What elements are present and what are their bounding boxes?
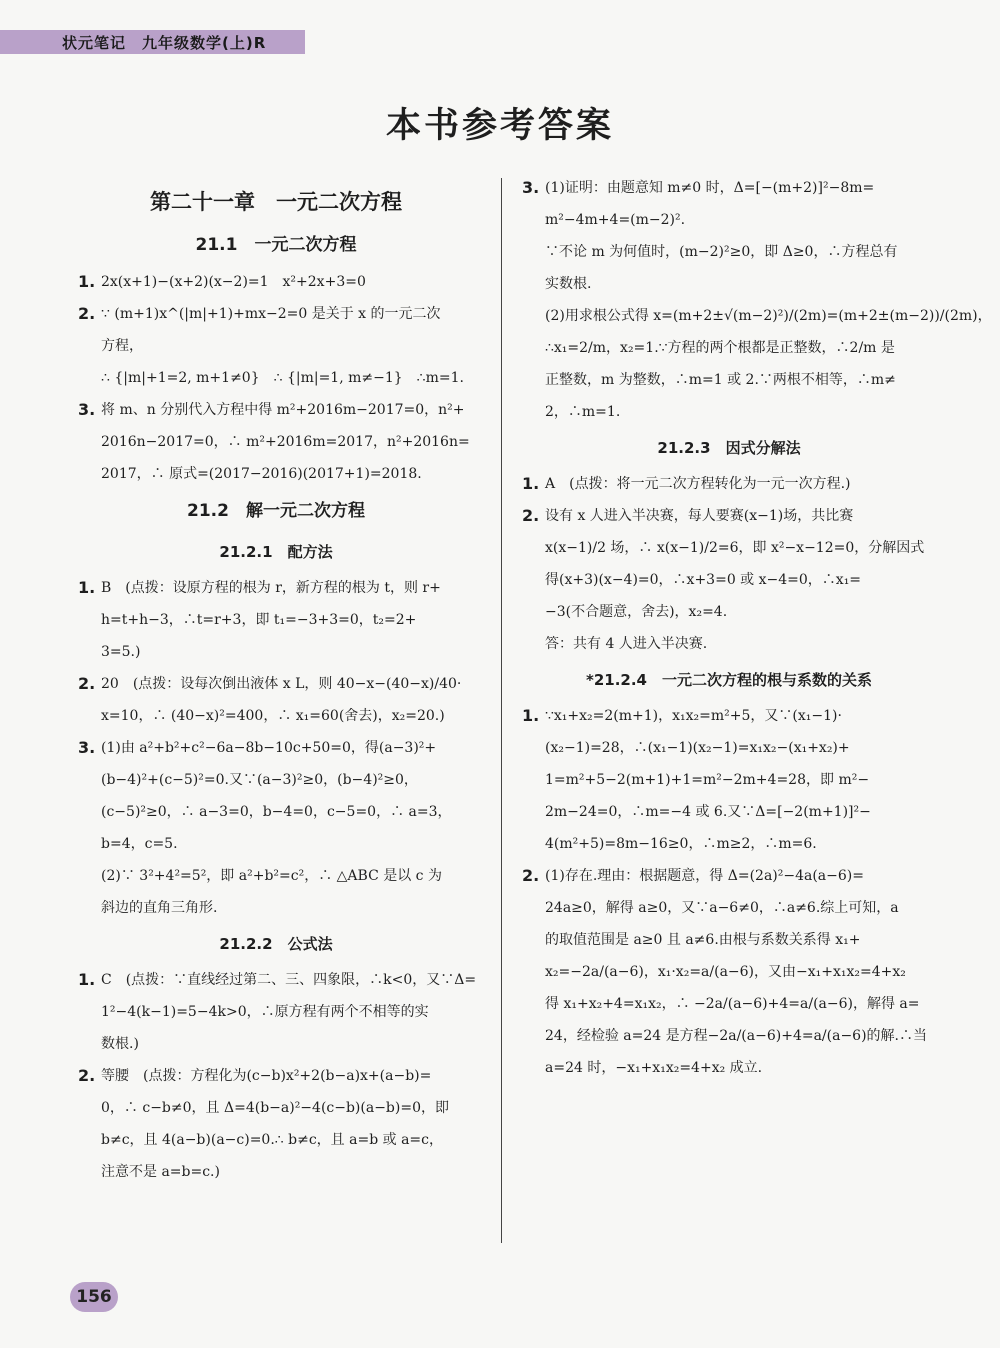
answer-item bbox=[76, 964, 476, 1060]
page-title: 本书参考答案 bbox=[385, 106, 614, 146]
answer-line: ∴ {|m|+1=2, m+1≠0} ∴ {|m|=1, m≠−1} ∴m=1. bbox=[101, 370, 464, 386]
answer-item bbox=[76, 572, 476, 668]
answer-line: 2，∴m=1. bbox=[545, 404, 621, 420]
answer-line: 3=5.) bbox=[101, 644, 141, 660]
answer-line: ∵不论 m 为何值时，(m−2)²≥0，即 Δ≥0，∴方程总有 bbox=[545, 244, 898, 260]
answer-item bbox=[520, 468, 938, 500]
answer-line: 数根.) bbox=[101, 1036, 139, 1052]
section-21-2-4-answers bbox=[520, 700, 938, 1084]
answer-item bbox=[76, 668, 476, 732]
answer-item bbox=[76, 1060, 476, 1188]
section-21-1-answers bbox=[76, 266, 476, 490]
answer-line: ∵x₁+x₂=2(m+1)，x₁x₂=m²+5，又∵(x₁−1)· bbox=[545, 708, 842, 724]
answer-line: m²−4m+4=(m−2)². bbox=[545, 212, 686, 228]
section-21-2-2-answer-3 bbox=[520, 172, 992, 428]
answer-line: 24，经检验 a=24 是方程−2a/(a−6)+4=a/(a−6)的解.∴当 bbox=[545, 1028, 928, 1044]
answer-line: 实数根. bbox=[545, 276, 592, 292]
answer-line: 斜边的直角三角形. bbox=[101, 900, 218, 916]
answer-line: x(x−1)/2 场，∴ x(x−1)/2=6，即 x²−x−12=0，分解因式 bbox=[545, 540, 925, 556]
answer-line: 2m−24=0，∴m=−4 或 6.又∵Δ=[−2(m+1)]²− bbox=[545, 804, 871, 820]
answer-line: h=t+h−3，∴t=r+3，即 t₁=−3+3=0，t₂=2+ bbox=[101, 612, 417, 628]
section-21-2-2-answers bbox=[76, 964, 476, 1188]
answer-line: 等腰 (点拨：方程化为(c−b)x²+2(b−a)x+(a−b)= bbox=[101, 1068, 432, 1084]
answer-item bbox=[520, 860, 938, 1084]
answer-item bbox=[76, 266, 476, 298]
answer-number: 2. bbox=[522, 866, 540, 885]
answer-number: 2. bbox=[78, 304, 96, 323]
answer-line: a=24 时，−x₁+x₁x₂=4+x₂ 成立. bbox=[545, 1060, 763, 1076]
answer-line: 将 m、n 分别代入方程中得 m²+2016m−2017=0，n²+ bbox=[101, 402, 465, 418]
section-title-21-2-2: 21.2.2 公式法 bbox=[219, 935, 333, 953]
answer-line: 1²−4(k−1)=5−4k>0，∴原方程有两个不相等的实 bbox=[101, 1004, 429, 1020]
answer-line: 得 x₁+x₂+4=x₁x₂，∴ −2a/(a−6)+4=a/(a−6)，解得 a= bbox=[545, 996, 920, 1012]
answer-line: 1=m²+5−2(m+1)+1=m²−2m+4=28，即 m²− bbox=[545, 772, 870, 788]
answer-line: 20 (点拨：设每次倒出液体 x L，则 40−x−(40−x)/40· bbox=[101, 676, 462, 692]
running-header-title: 状元笔记 九年级数学(上)R bbox=[62, 34, 267, 52]
answer-item bbox=[76, 394, 476, 490]
answer-line: (1)证明：由题意知 m≠0 时，Δ=[−(m+2)]²−8m= bbox=[545, 180, 875, 196]
section-title-21-2-1: 21.2.1 配方法 bbox=[219, 543, 333, 561]
answer-line: 注意不是 a=b=c.) bbox=[101, 1164, 220, 1180]
answer-item bbox=[76, 298, 476, 394]
answer-number: 3. bbox=[522, 178, 540, 197]
section-21-2-1-answers bbox=[76, 572, 476, 924]
answer-line: (2)用求根公式得 x=(m+2±√(m−2)²)/(2m)=(m+2±(m−2))/(2m)， bbox=[545, 308, 992, 324]
answer-line: 方程， bbox=[101, 338, 143, 354]
answer-line: x₂=−2a/(a−6)，x₁·x₂=a/(a−6)，又由−x₁+x₁x₂=4+x₂ bbox=[545, 964, 906, 980]
page-number: 156 bbox=[70, 1282, 118, 1312]
answer-line: (x₂−1)=28，∴(x₁−1)(x₂−1)=x₁x₂−(x₁+x₂)+ bbox=[545, 740, 850, 756]
right-column bbox=[520, 172, 992, 1084]
answer-line: 答：共有 4 人进入半决赛. bbox=[545, 636, 708, 652]
answer-line: 4(m²+5)=8m−16≥0，∴m≥2，∴m=6. bbox=[545, 836, 817, 852]
answer-line: 设有 x 人进入半决赛，每人要赛(x−1)场，共比赛 bbox=[545, 508, 854, 524]
answer-number: 2. bbox=[78, 674, 96, 693]
answer-line: (b−4)²+(c−5)²=0.又∵(a−3)²≥0，(b−4)²≥0， bbox=[101, 772, 418, 788]
answer-number: 2. bbox=[78, 1066, 96, 1085]
answer-line: ∴x₁=2/m，x₂=1.∵方程的两个根都是正整数，∴2/m 是 bbox=[545, 340, 895, 356]
chapter-title: 第二十一章 一元二次方程 bbox=[150, 190, 402, 214]
answer-number: 3. bbox=[78, 400, 96, 419]
answer-line: 的取值范围是 a≥0 且 a≠6.由根与系数关系得 x₁+ bbox=[545, 932, 861, 948]
section-title-21-2: 21.2 解一元二次方程 bbox=[187, 501, 365, 521]
answer-line: 正整数，m 为整数，∴m=1 或 2.∵两根不相等，∴m≠ bbox=[545, 372, 896, 388]
answer-line: b≠c，且 4(a−b)(a−c)=0.∴ b≠c，且 a=b 或 a=c， bbox=[101, 1132, 443, 1148]
answer-line: 得(x+3)(x−4)=0，∴x+3=0 或 x−4=0，∴x₁= bbox=[545, 572, 862, 588]
section-title-21-1: 21.1 一元二次方程 bbox=[195, 235, 357, 255]
answer-item bbox=[520, 500, 938, 660]
answer-number: 2. bbox=[522, 506, 540, 525]
answer-item bbox=[520, 700, 938, 860]
column-divider bbox=[501, 178, 502, 1243]
answer-line: A (点拨：将一元二次方程转化为一元一次方程.) bbox=[545, 476, 851, 492]
section-title-21-2-4: *21.2.4 一元二次方程的根与系数的关系 bbox=[586, 671, 872, 689]
section-title-21-2-3: 21.2.3 因式分解法 bbox=[657, 439, 801, 457]
answer-number: 3. bbox=[78, 738, 96, 757]
answer-line: ∵ (m+1)x^(|m|+1)+mx−2=0 是关于 x 的一元二次 bbox=[101, 306, 441, 322]
answer-line: 2016n−2017=0，∴ m²+2016m=2017，n²+2016n= bbox=[101, 434, 470, 450]
left-column bbox=[76, 180, 476, 1188]
answer-line: (c−5)²≥0，∴ a−3=0，b−4=0，c−5=0，∴ a=3， bbox=[101, 804, 452, 820]
answer-line: B (点拨：设原方程的根为 r，新方程的根为 t，则 r+ bbox=[101, 580, 441, 596]
answer-line: 0，∴ c−b≠0，且 Δ=4(b−a)²−4(c−b)(a−b)=0，即 bbox=[101, 1100, 449, 1116]
answer-number: 1. bbox=[522, 706, 540, 725]
answer-line: (1)存在.理由：根据题意，得 Δ=(2a)²−4a(a−6)= bbox=[545, 868, 864, 884]
answer-number: 1. bbox=[78, 970, 96, 989]
answer-line: x=10，∴ (40−x)²=400，∴ x₁=60(舍去)，x₂=20.) bbox=[101, 708, 445, 724]
section-21-2-3-answers bbox=[520, 468, 938, 660]
answer-line: b=4，c=5. bbox=[101, 836, 178, 852]
answer-number: 1. bbox=[522, 474, 540, 493]
answer-line: 2x(x+1)−(x+2)(x−2)=1 x²+2x+3=0 bbox=[101, 274, 366, 290]
answer-line: 24a≥0，解得 a≥0，又∵a−6≠0，∴a≠6.综上可知，a bbox=[545, 900, 899, 916]
answer-item bbox=[76, 732, 476, 924]
answer-number: 1. bbox=[78, 272, 96, 291]
answer-item bbox=[520, 172, 992, 428]
answer-line: C (点拨：∵直线经过第二、三、四象限，∴k<0，又∵Δ= bbox=[101, 972, 477, 988]
answer-line: −3(不合题意，舍去)，x₂=4. bbox=[545, 604, 728, 620]
answer-line: (1)由 a²+b²+c²−6a−8b−10c+50=0，得(a−3)²+ bbox=[101, 740, 437, 756]
answer-number: 1. bbox=[78, 578, 96, 597]
answer-line: (2)∵ 3²+4²=5²，即 a²+b²=c²，∴ △ABC 是以 c 为 bbox=[101, 868, 442, 884]
answer-line: 2017，∴ 原式=(2017−2016)(2017+1)=2018. bbox=[101, 466, 422, 482]
